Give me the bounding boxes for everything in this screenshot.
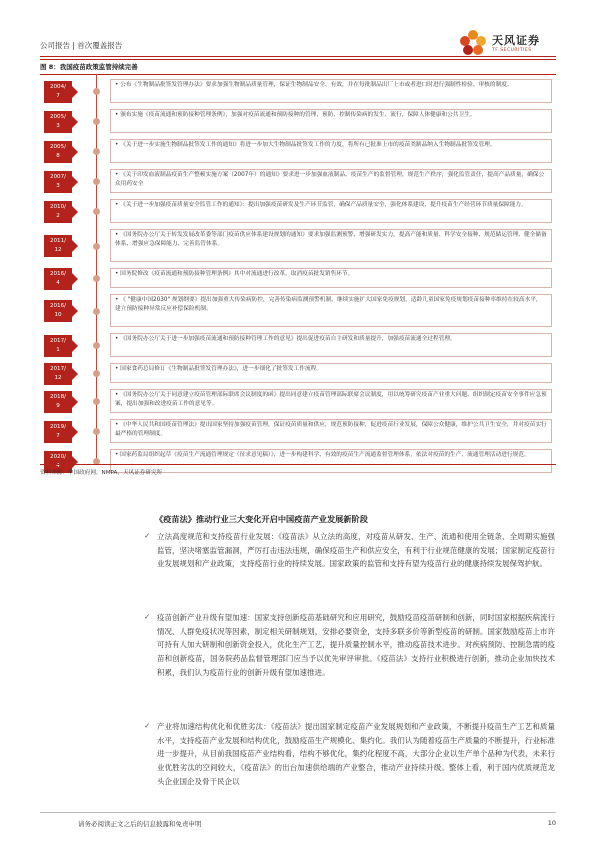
checkmark-icon: ✓ — [144, 721, 151, 730]
header-divider — [40, 56, 556, 57]
timeline-date-badge: 2010/ 2 — [44, 201, 72, 223]
timeline-event — [40, 332, 556, 359]
timeline-event — [40, 168, 556, 195]
timeline-event-text: • 《关于进一步实施生物制品批签发工作的通知》将进一步加大生物制品批签发工作的力度，将所有已批准上市的疫苗类制品纳入生物制品批签发管理。 — [110, 139, 552, 163]
figure-source: 资料来源：中国政府网，NMPA，天风证券研究所 — [40, 470, 163, 476]
bullet-text: 立法高度规范和支持疫苗行业发展：《疫苗法》从立法的高度，对疫苗从研发、生产、流通和使用全链条、全周期实施强监管，坚决堵塞监管漏洞，严厉打击违法违规，确保疫苗生产和供应安全，有利于行业规范健康的发展；国家制定疫苗行业发展规划和产业政策，支持疫苗行业的持续发展。国家政策的监管和支持有望为疫苗行业的健康持续发展保驾护航。 — [157, 532, 555, 569]
timeline-dot — [93, 118, 100, 125]
timeline-dot — [93, 243, 100, 250]
timeline-dot — [93, 88, 100, 95]
timeline-dot — [93, 398, 100, 405]
timeline-event — [40, 198, 556, 225]
figure-bottom-rule — [40, 464, 556, 465]
footer-disclaimer: 请务必阅读正文之后的信息披露和免责申明 — [78, 820, 202, 828]
timeline-event-text: • 《中华人民共和国疫苗管理法》提出国家坚持加强疫苗管理，保证疫苗质量和供应，规范预防接种，促进疫苗行业发展，保障公众健康，维护公共卫生安全，并对疫苗实行最严格的管理制度。 — [110, 419, 552, 443]
timeline-event — [40, 267, 556, 290]
timeline-event — [40, 138, 556, 165]
timeline-dot — [93, 370, 100, 377]
timeline-event-text: • 颁布实施《疫苗流通和预防接种管理条例》，加强对疫苗流通和预防接种的管理，预防、控制传染病的发生、流行，保障人体健康和公共卫生。 — [110, 109, 552, 133]
timeline-date-badge: 2007/ 3 — [44, 171, 72, 193]
page-number: 10 — [547, 819, 556, 827]
logo-subtitle: TF SECURITIES — [492, 48, 532, 53]
timeline-event-text: • 《 "健康中国2030" 规划纲要》提出加强重大传染病防控，完善传染病监测预警机制。继续实施扩大国家免疫规划，适龄儿童国家免疫规划疫苗接种率维持在较高水平，建立预防接种异常反应补偿保险机制。 — [110, 294, 552, 327]
bullet-item — [144, 720, 555, 789]
policy-timeline — [40, 74, 556, 469]
timeline-event-text: • 《关于印发血液制品疫苗生产整顿实施方案（2007年）的通知》要求进一步加强血液制品、疫苗生产的监督管理，规范生产秩序，强化监管责任，提高产品质量，确保公众用药安全 — [110, 169, 552, 193]
page-footer — [40, 812, 556, 828]
timeline-event — [40, 293, 556, 329]
timeline-date-badge: 2005/ 3 — [44, 111, 72, 133]
timeline-event-text: • 公布《生物制品批签发管理办法》要求加强生物制品质量管理，保证生物制品安全、有效，并在每批制品出厂上市或者进口时进行强制性检验、审核的制度。 — [110, 79, 552, 103]
timeline-event — [40, 108, 556, 135]
bullet-text: 产业将加速结构优化和优胜劣汰：《疫苗法》提出国家制定疫苗产业发展规划和产业政策，不断提升疫苗生产工艺和质量水平，支持疫苗产业发展和结构优化，鼓励疫苗生产规模化、集约化。我们认为随着疫苗生产质量的不断提升，行业标准进一步提升，从目前我国疫苗产业结构看，结构不够优化，集约化程度不高，大部分企业以生产单个品种为代表，未来行业优胜劣汰的空间较大，《疫苗法》的出台加速供给端的产业整合，推动产业持续升级。整体上看，利于国内优质规范龙头企业国企及骨干民企以 — [157, 722, 555, 786]
timeline-date-badge: 2016/ 4 — [44, 268, 72, 290]
timeline-event — [40, 388, 556, 415]
logo-name: 天风证券 — [492, 34, 540, 47]
timeline-date-badge: 2016/ 10 — [44, 300, 72, 322]
timeline-dot — [93, 308, 100, 315]
section-title: 《疫苗法》推动行业三大变化开启中国疫苗产业发展新阶段 — [155, 514, 368, 524]
timeline-date-badge: 2005/ 8 — [44, 141, 72, 163]
timeline-event-text: • 国家药监局组织起草《疫苗生产流通管理规定（征求意见稿）》，进一步构建科学、有效的疫苗生产流通监督管理体系，依法对疫苗的生产、流通管理活动进行规范。 — [110, 449, 552, 473]
timeline-dot — [93, 342, 100, 349]
timeline-event-text: • 《关于进一步加强疫苗质量安全监管工作的通知》：提出加强疫苗研发及生产环节监管，确保产品质量安全，强化体系建设，提升疫苗生产经营环节质量保障能力。 — [110, 199, 552, 223]
bullet-item — [144, 530, 555, 571]
checkmark-icon: ✓ — [144, 531, 151, 540]
timeline-dot — [93, 178, 100, 185]
timeline-event — [40, 418, 556, 445]
timeline-event-text: • 《国务院办公厅关于转发发展改革委等部门疫苗供应体系建设规划的通知》要求加强监测预警、增强研发实力，提高产能和质量、科学安全接种、规范储运管理、健全储备体系、增强应急保障能力、完善监管体系。 — [110, 229, 552, 262]
bullet-text: 疫苗创新产业升级有望加速：国家支持创新疫苗基础研究和应用研究，鼓励疫苗疫苗研制和创新，同时国家根据疾病流行情况、人群免疫状况等因素，制定相关研制规划，安排必要资金，支持多联多价等新型疫苗的研制。国家鼓励疫苗上市许可持有人加大研制和创新资金投入，优化生产工艺，提升质量控制水平，推动疫苗技术进步。对疾病预防、控制急需的疫苗和创新疫苗，国务院药品监督管理部门应当予以优先审评审批。《疫苗法》支持行业积极进行创新，推动企业加快技术积累，我们认为疫苗行业的创新升级有望加速推进。 — [157, 613, 555, 677]
timeline-event-text: • 《国务院办公厅关于进一步加强疫苗流通和预防接种管理工作的意见》提出促进疫苗自主研发和质量提升，加强疫苗流通全过程管理， — [110, 333, 552, 357]
report-type: 公司报告 | 首次覆盖报告 — [40, 41, 123, 50]
timeline-date-badge: 2018/ 9 — [44, 391, 72, 413]
timeline-dot — [93, 148, 100, 155]
timeline-event — [40, 362, 556, 385]
timeline-dot — [93, 275, 100, 282]
timeline-event-text: • 《国务院办公厅关于同意建立疫苗管理部际联席会议制度的函》提出同意建立疫苗管理部际联席会议制度，用以统筹研究疫苗产业重大问题、组织制定疫苗安全事件应急预案，提出加强和改进疫苗工作的意见等。 — [110, 389, 552, 413]
timeline-event-text: • 国务院修改《疫苗流通和预防接种管理条例》其中对流通进行改革，取消疫苗批发销售环节。 — [110, 268, 552, 288]
timeline-date-badge: 2017/ 1 — [44, 335, 72, 357]
timeline-dot — [93, 208, 100, 215]
timeline-event-text: • 国家食药总局修订《生物制品批签发管理办法》，进一步细化了批签发工作流程。 — [110, 363, 552, 383]
timeline-date-badge: 2019/ 7 — [44, 421, 72, 443]
timeline-date-badge: 2004/ 7 — [44, 81, 72, 103]
timeline-event — [40, 78, 556, 105]
timeline-event — [40, 228, 556, 264]
timeline-date-badge: 2017/ 12 — [44, 363, 72, 385]
checkmark-icon: ✓ — [144, 612, 151, 621]
timeline-date-badge: 2011/ 12 — [44, 235, 72, 257]
figure-title: 图 8：我国疫苗政策监管持续完善 — [40, 63, 138, 71]
bullet-item — [144, 611, 555, 680]
timeline-dot — [93, 428, 100, 435]
timeline-date-badge: 2020/ 4 — [44, 451, 72, 473]
